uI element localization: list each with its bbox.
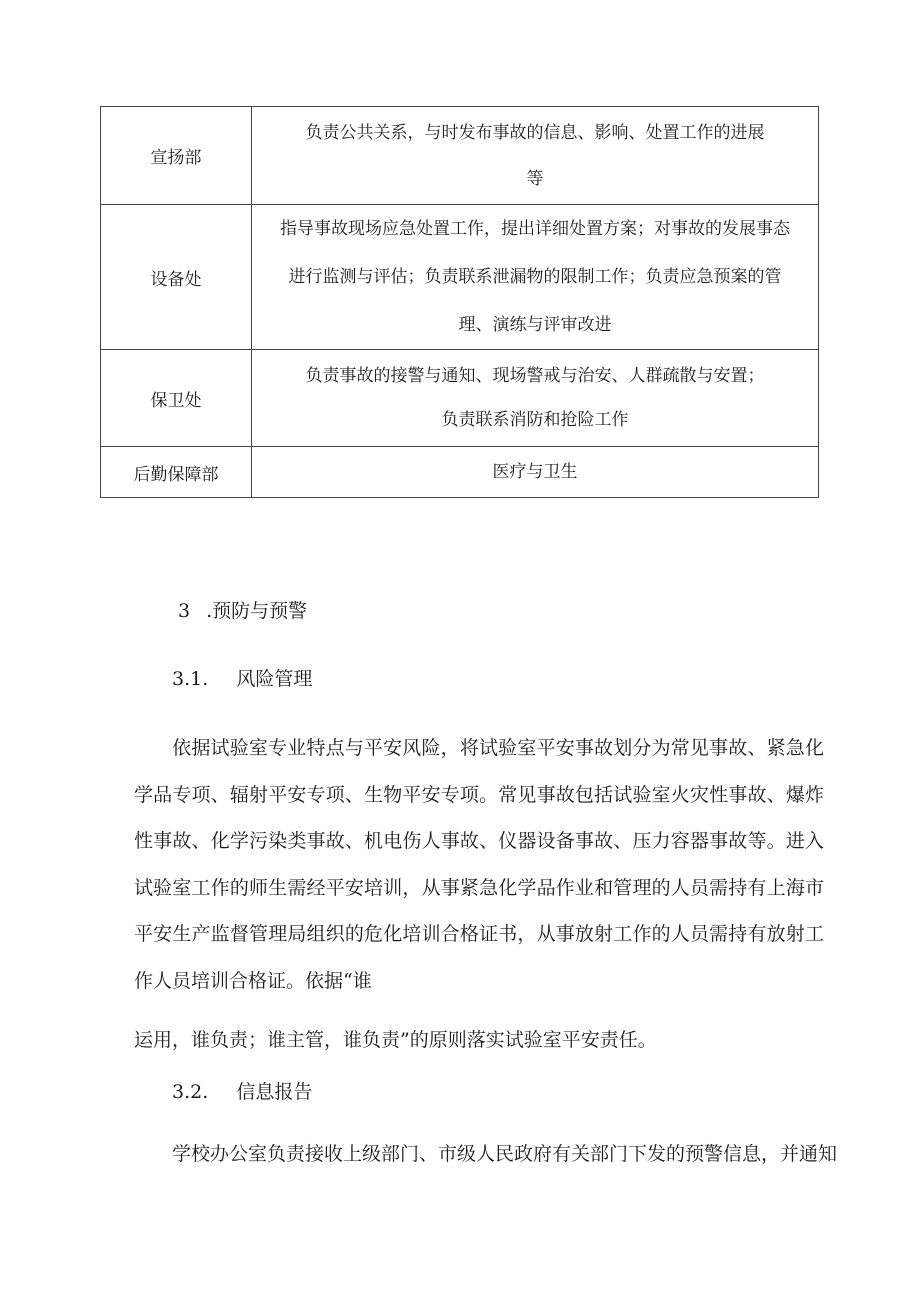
responsibility-line: 进行监测与评估；负责联系泄漏物的限制工作；负责应急预案的管 bbox=[288, 267, 782, 287]
section-title: 风险管理 bbox=[236, 668, 313, 690]
department-cell: 设备处 bbox=[101, 205, 252, 350]
responsibility-line: 负责公共关系，与时发布事故的信息、影响、处置工作的进展 bbox=[305, 122, 765, 143]
table-row bbox=[101, 447, 819, 498]
table-row bbox=[101, 205, 819, 350]
table-row bbox=[101, 350, 819, 447]
department-cell: 宣扬部 bbox=[101, 107, 252, 205]
responsibility-line: 等 bbox=[526, 168, 544, 189]
responsibility-cell bbox=[252, 350, 819, 447]
responsibility-line: 指导事故现场应急处置工作，提出详细处置方案；对事故的发展事态 bbox=[280, 219, 790, 239]
section-title: 信息报告 bbox=[236, 1081, 313, 1103]
responsibility-line: 理、演练与评审改进 bbox=[458, 315, 612, 335]
table-row bbox=[101, 107, 819, 205]
responsibility-cell bbox=[252, 447, 819, 498]
section-heading-3-2 bbox=[172, 1077, 312, 1104]
responsibility-cell bbox=[252, 205, 819, 350]
responsibility-line: 负责联系消防和抢险工作 bbox=[441, 410, 629, 430]
paragraph-risk-management bbox=[134, 725, 824, 1004]
section-heading-3-1 bbox=[172, 664, 312, 691]
department-cell: 保卫处 bbox=[101, 350, 252, 447]
section-number: 3.2. bbox=[172, 1081, 209, 1103]
responsibility-line: 医疗与卫生 bbox=[492, 462, 578, 482]
responsibility-cell bbox=[252, 107, 819, 205]
section-title: .预防与预警 bbox=[206, 600, 308, 622]
department-cell: 后勤保障部 bbox=[101, 447, 252, 498]
section-heading-3 bbox=[178, 596, 307, 623]
section-number: 3 bbox=[178, 600, 191, 622]
responsibility-table bbox=[100, 106, 819, 498]
section-number: 3.1. bbox=[172, 668, 209, 690]
responsibility-line: 负责事故的接警与通知、现场警戒与治安、人群疏散与安置； bbox=[305, 366, 765, 386]
paragraph-info-report: 学校办公室负责接收上级部门、市级人民政府有关部门下发的预警信息，并通知 bbox=[172, 1143, 838, 1165]
paragraph-continuation: 运用，谁负责；谁主管，谁负责”的原则落实试验室平安责任。 bbox=[134, 1029, 657, 1051]
paragraph-text: 依据试验室专业特点与平安风险，将试验室平安事故划分为常见事故、紧急化学品专项、辐射平安专项、生物平安专项。常见事故包括试验室火灾性事故、爆炸性事故、化学污染类事故、机电伤人事故、仪器设备事故、压力容器事故等。进入试验室工作的师生需经平安培训，从事紧急化学品作业和管理的人员需持有上海市平安生产监督管理局组织的危化培训合格证书，从事放射工作的人员需持有放射工作人员培训合格证。依据“谁 bbox=[134, 737, 824, 992]
